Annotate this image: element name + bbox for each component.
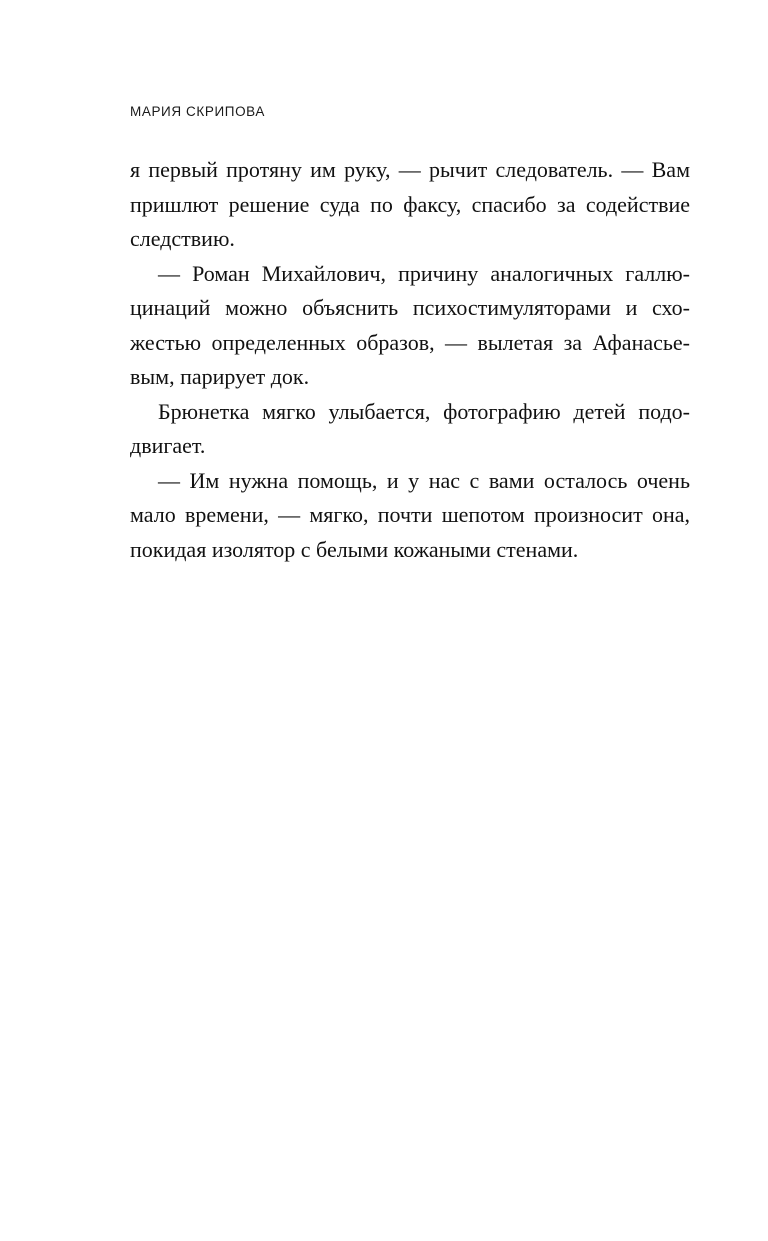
text-line: я первый протяну им руку, — рычит следователь. — Вам	[130, 157, 690, 182]
text-line: вым, парирует док.	[130, 364, 310, 389]
body-text	[130, 153, 690, 567]
running-head-author: МАРИЯ СКРИПОВА	[130, 104, 265, 119]
text-line: двигает.	[130, 433, 206, 458]
text-line: Брюнетка мягко улыбается, фотографию детей подо-	[158, 398, 690, 424]
text-line: жестью определенных образов, — вылетая за Афанасье-	[130, 329, 690, 355]
text-line: — Им нужна помощь, и у нас с вами осталось очень	[158, 467, 690, 493]
text-line: следствию.	[130, 226, 235, 251]
text-line: покидая изолятор с белыми кожаными стенами.	[130, 536, 579, 562]
text-line: мало времени, — мягко, почти шепотом произносит она,	[130, 502, 690, 527]
text-line: пришлют решение суда по факсу, спасибо за содействие	[130, 191, 690, 217]
text-line: — Роман Михайлович, причину аналогичных галлю-	[158, 260, 690, 286]
text-line: цинаций можно объяснить психостимуляторами и схо-	[130, 295, 690, 320]
